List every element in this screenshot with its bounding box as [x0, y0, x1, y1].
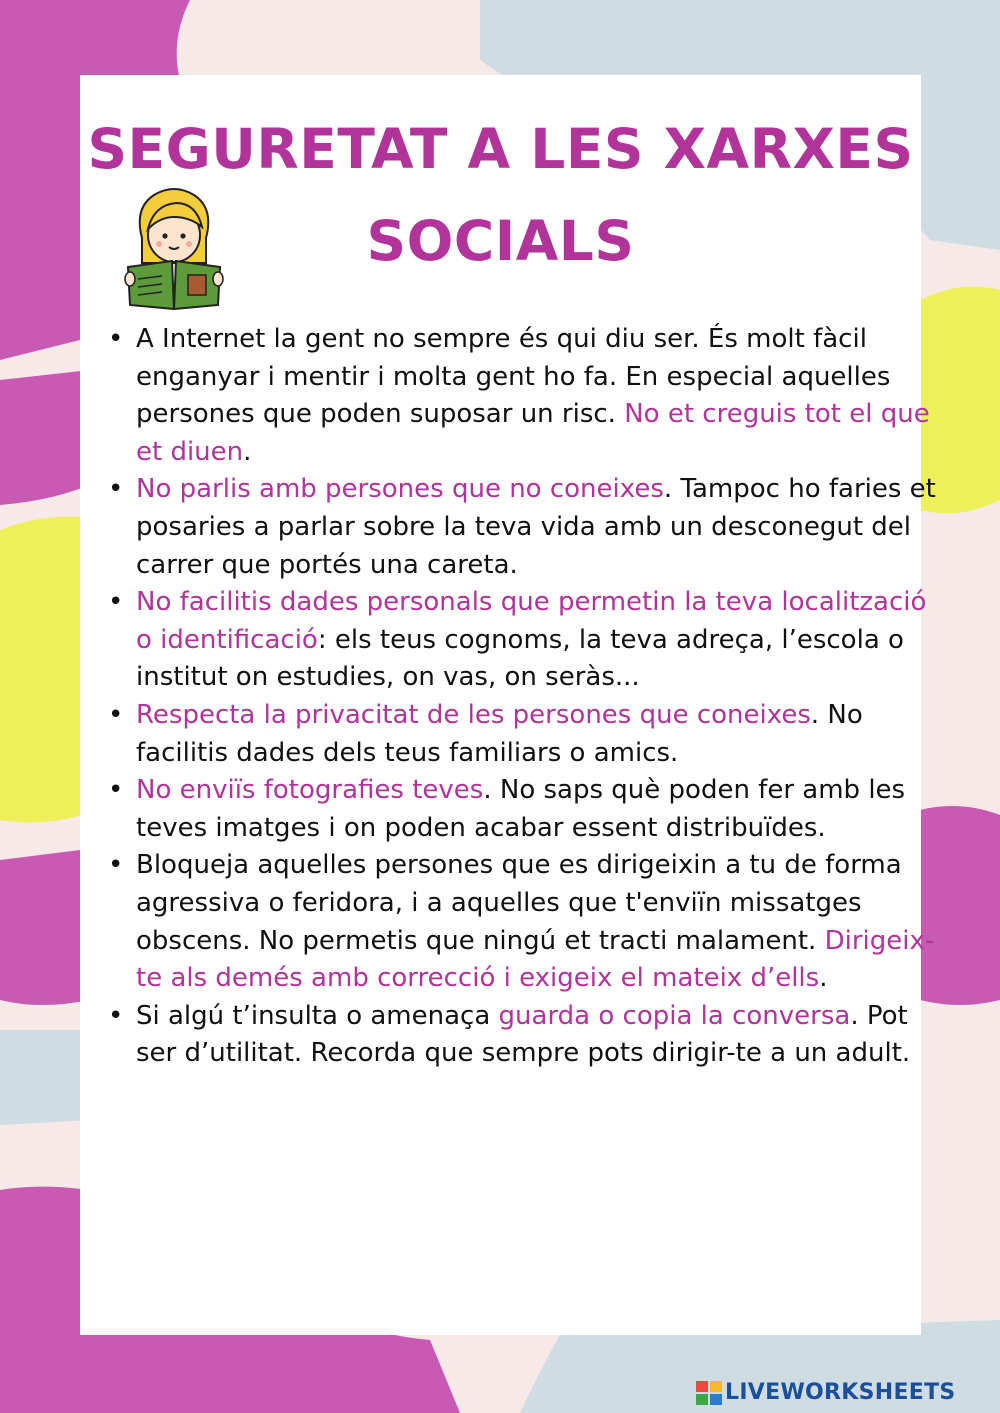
rule-text: A Internet la gent no sempre és qui diu ser. És molt fàcil enganyar i mentir i molta gent ho fa. En especial aquelles persones que poden suposar un risc.: [136, 324, 891, 430]
liveworksheets-logo-icon: [696, 1381, 722, 1405]
rule-text: .: [819, 963, 828, 994]
rule-item-4: [136, 697, 936, 772]
rule-text: . Pot ser d’utilitat. Recorda que sempre pots dirigir-te a un adult.: [136, 1000, 911, 1069]
rule-item-1: [136, 321, 936, 471]
liveworksheets-brand: LIVEWORKSHEETS: [725, 1380, 956, 1405]
rule-text: . No saps què poden fer amb les teves imatges i on poden acabar essent distribuïdes.: [136, 775, 906, 843]
rule-text: . No facilitis dades dels teus familiars o amics.: [136, 699, 863, 768]
rule-highlight-text: guarda o copia la conversa: [498, 1000, 851, 1031]
rule-item-2: [136, 471, 936, 584]
rule-highlight-text: Dirigeix-te als demés amb correcció i exigeix el mateix d’ells: [136, 925, 935, 994]
rule-highlight-text: Respecta la privacitat de les persones que coneixes: [136, 699, 811, 730]
safety-rules-list: [105, 321, 936, 1073]
worksheet-card: [80, 75, 936, 1335]
rule-highlight-text: No et creguis tot el que et diuen: [136, 399, 930, 467]
title-line-2: SOCIALS: [366, 209, 635, 273]
rule-text: Si algú t’insulta o amenaça: [136, 1000, 499, 1031]
title-line-1: SEGURETAT A LES XARXES: [87, 117, 914, 181]
rule-highlight-text: No parlis amb persones que no coneixes: [136, 474, 664, 505]
rule-item-6: [136, 847, 936, 997]
rule-highlight-text: No enviïs fotografies teves: [136, 775, 484, 806]
rule-item-5: [136, 772, 936, 847]
rule-text: .: [243, 436, 252, 467]
girl-reading-book-illustration: [124, 183, 224, 311]
rule-item-7: [136, 998, 936, 1073]
rule-item-3: [136, 584, 936, 697]
rule-text: . Tampoc ho faries et posaries a parlar sobre la teva vida amb un desconegut del carrer que portés una careta.: [136, 474, 936, 580]
rule-text: Bloqueja aquelles persones que es dirigeixin a tu de forma agressiva o feridora, i a aquelles que t'enviïn missatges obscens. No permetis que ningú et tracti malament.: [136, 850, 902, 956]
liveworksheets-footer[interactable]: [696, 1381, 956, 1405]
rule-text: : els teus cognoms, la teva adreça, l’escola o institut on estudies, on vas, on seràs...: [136, 624, 904, 693]
rule-highlight-text: No facilitis dades personals que permetin la teva localització o identificació: [136, 587, 927, 655]
